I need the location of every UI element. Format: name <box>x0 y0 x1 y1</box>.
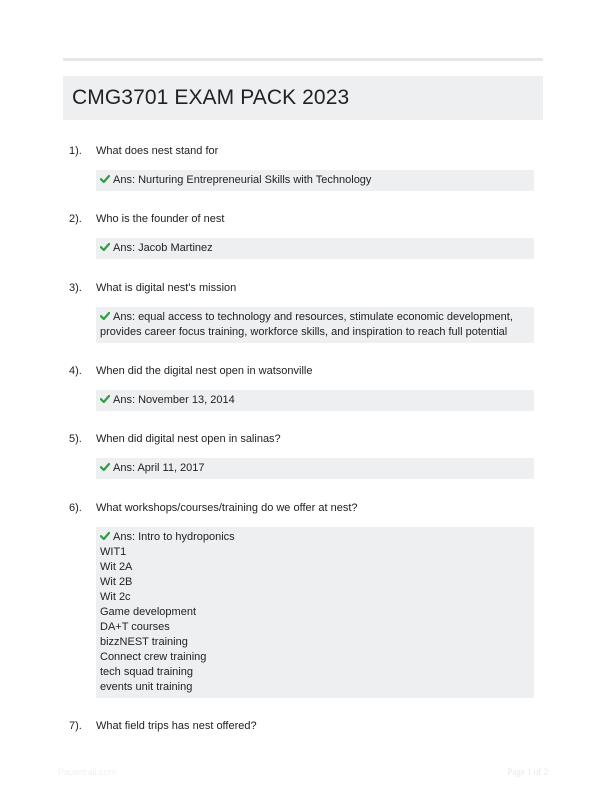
answer-line: Wit 2A <box>100 561 133 573</box>
question-number: 6). <box>69 502 82 514</box>
answer-box <box>96 527 534 698</box>
check-icon <box>100 531 110 541</box>
question-text: What is digital nest's mission <box>96 282 237 294</box>
answer-line: Connect crew training <box>100 651 207 663</box>
check-icon <box>100 311 110 321</box>
answer-line: Ans: equal access to technology and resources, stimulate economic development, <box>100 310 530 325</box>
answer-line: WIT1 <box>100 546 127 558</box>
footer-site-watermark: Papertrail.com <box>58 767 117 777</box>
question-number: 1). <box>69 145 82 157</box>
answer-line: tech squad training <box>100 666 193 678</box>
question-text: When did digital nest open in salinas? <box>96 433 281 445</box>
footer-page-number: Page 1 of 2 <box>507 767 548 777</box>
check-icon <box>100 394 110 404</box>
check-icon <box>100 174 110 184</box>
answer-line: provides career focus training, workforce skills, and inspiration to reach full potential <box>100 326 508 338</box>
question-number: 4). <box>69 365 82 377</box>
answer-line: Ans: Jacob Martinez <box>100 241 530 256</box>
question-text: What field trips has nest offered? <box>96 720 257 732</box>
check-icon <box>100 462 110 472</box>
top-divider <box>63 58 543 61</box>
answer-line: events unit training <box>100 681 193 693</box>
question-number: 2). <box>69 213 82 225</box>
answer-line: DA+T courses <box>100 621 170 633</box>
answer-line: Ans: Intro to hydroponics <box>100 530 530 545</box>
answer-box <box>96 458 534 479</box>
answer-line: bizzNEST training <box>100 636 188 648</box>
answer-box <box>96 307 534 343</box>
question-text: What workshops/courses/training do we offer at nest? <box>96 502 358 514</box>
title-banner <box>63 76 543 120</box>
question-number: 3). <box>69 282 82 294</box>
answer-box <box>96 170 534 191</box>
answer-box <box>96 390 534 411</box>
question-text: When did the digital nest open in watsonville <box>96 365 313 377</box>
answer-box <box>96 238 534 259</box>
answer-line: Game development <box>100 606 196 618</box>
page-title: CMG3701 EXAM PACK 2023 <box>72 86 350 109</box>
answer-line: Wit 2c <box>100 591 131 603</box>
answer-line: Wit 2B <box>100 576 133 588</box>
answer-line: Ans: Nurturing Entrepreneurial Skills with Technology <box>100 173 530 188</box>
question-text: Who is the founder of nest <box>96 213 225 225</box>
question-number: 7). <box>69 720 82 732</box>
answer-line: Ans: April 11, 2017 <box>100 461 530 476</box>
question-number: 5). <box>69 433 82 445</box>
check-icon <box>100 242 110 252</box>
question-text: What does nest stand for <box>96 145 219 157</box>
answer-line: Ans: November 13, 2014 <box>100 393 530 408</box>
